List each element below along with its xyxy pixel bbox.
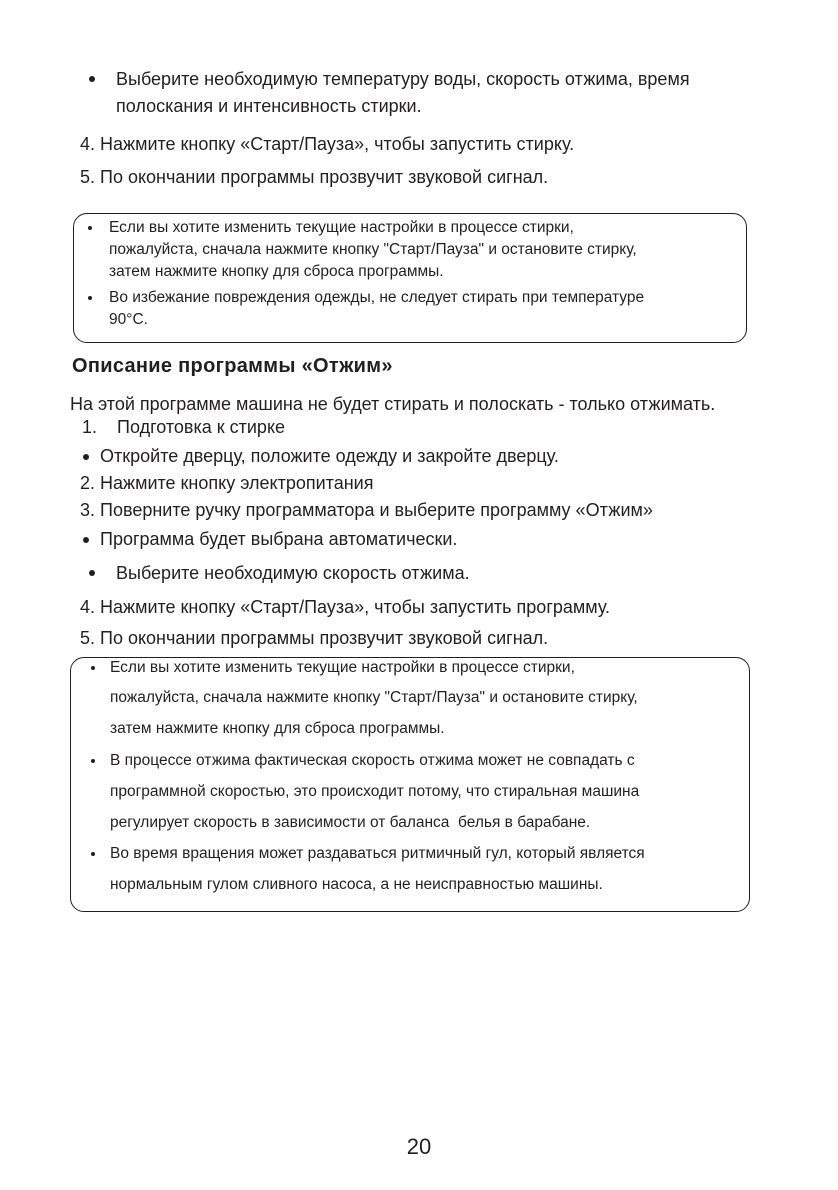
note1-item1-line2: пожалуйста, сначала нажмите кнопку "Старт/Пауза" и остановите стирку, — [109, 241, 637, 258]
spin-step-4: 4. Нажмите кнопку «Старт/Пауза», чтобы запустить программу. — [80, 597, 611, 617]
bullet-text-cont: полоскания и интенсивность стирки. — [116, 96, 422, 116]
bullet-select-speed: Выберите необходимую скорость отжима. — [116, 563, 470, 583]
note-bullet — [91, 852, 95, 856]
note-bullet — [91, 666, 95, 670]
note2-item3-line1: Во время вращения может раздаваться ритмичный гул, который является — [110, 845, 645, 862]
bullet-text: Выберите необходимую температуру воды, скорость отжима, время — [116, 69, 690, 89]
note-bullet — [91, 759, 95, 763]
note2-item3-line2: нормальным гулом сливного насоса, а не неисправностью машины. — [110, 876, 603, 893]
note1-item1-line3: затем нажмите кнопку для сброса программы. — [109, 263, 444, 280]
note2-item1-line1: Если вы хотите изменить текущие настройки в процессе стирки, — [110, 659, 575, 676]
bullet-dot — [89, 570, 95, 576]
spin-step-5: 5. По окончании программы прозвучит звуковой сигнал. — [80, 628, 549, 648]
note2-item2-line1: В процессе отжима фактическая скорость отжима может не совпадать с — [110, 752, 635, 769]
note2-item1-line2: пожалуйста, сначала нажмите кнопку "Старт/Пауза" и остановите стирку, — [110, 689, 638, 706]
spin-step-1: 1. Подготовка к стирке — [82, 417, 286, 437]
note-bullet — [88, 226, 92, 230]
section-title: Описание программы «Отжим» — [72, 355, 393, 377]
note2-item1-line3: затем нажмите кнопку для сброса программы. — [110, 720, 445, 737]
section-intro: На этой программе машина не будет стирать и полоскать - только отжимать. — [70, 394, 716, 414]
bullet-dot — [89, 76, 95, 82]
note2-item2-line3: регулирует скорость в зависимости от баланса белья в барабане. — [110, 814, 591, 831]
step-4: 4. Нажмите кнопку «Старт/Пауза», чтобы запустить стирку. — [80, 134, 575, 154]
note1-item1-line1: Если вы хотите изменить текущие настройки в процессе стирки, — [109, 219, 574, 236]
note2-item2-line2: программной скоростью, это происходит потому, что стиральная машина — [110, 783, 640, 800]
spin-step-2: 2. Нажмите кнопку электропитания — [80, 473, 374, 493]
step-5: 5. По окончании программы прозвучит звуковой сигнал. — [80, 167, 549, 187]
page-number: 20 — [406, 1134, 432, 1159]
note1-item2-line2: 90°C. — [109, 311, 148, 328]
spin-step-3: 3. Поверните ручку программатора и выберите программу «Отжим» — [80, 500, 653, 520]
bullet-auto-select: Программа будет выбрана автоматически. — [100, 529, 458, 549]
bullet-dot — [83, 454, 89, 460]
bullet-open-door: Откройте дверцу, положите одежду и закройте дверцу. — [100, 446, 559, 466]
note1-item2-line1: Во избежание повреждения одежды, не следует стирать при температуре — [109, 289, 645, 306]
bullet-dot — [83, 537, 89, 543]
note-bullet — [88, 296, 92, 300]
